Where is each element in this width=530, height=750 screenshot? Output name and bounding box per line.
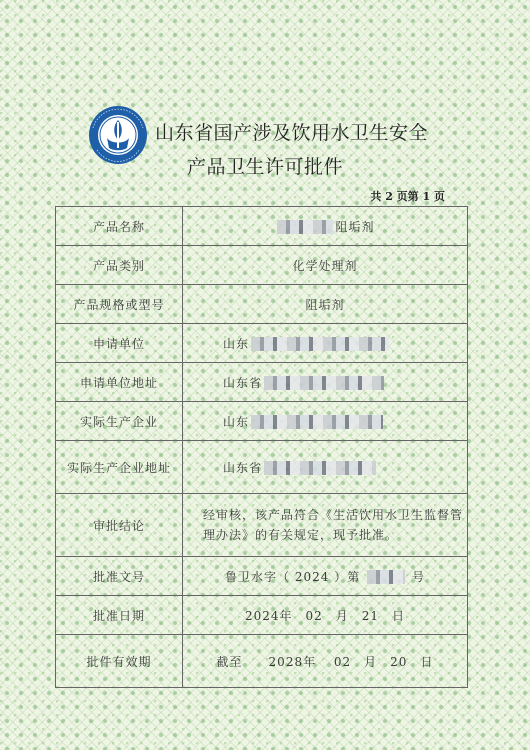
approval-date-label: 批准日期 (56, 596, 183, 635)
approval-number-cell (183, 557, 468, 596)
table-row (56, 246, 468, 285)
table-row (56, 596, 468, 635)
conclusion-value: 经审核，该产品符合《生活饮用水卫生监督管理办法》的有关规定，现予批准。 (183, 494, 468, 557)
table-row (56, 557, 468, 596)
approval-number-mid: ）第 (334, 569, 361, 584)
manufacturer-address-label: 实际生产企业地址 (56, 441, 183, 494)
approval-number-label: 批准文号 (56, 557, 183, 596)
permit-table (55, 206, 468, 688)
manufacturer-address-cell (183, 441, 468, 494)
manufacturer-value: 山东 (223, 414, 250, 429)
applicant-address-label: 申请单位地址 (56, 363, 183, 402)
table-row (56, 635, 468, 688)
table-row (56, 207, 468, 246)
table-row (56, 494, 468, 557)
product-category-label: 产品类别 (56, 246, 183, 285)
product-category-value: 化学处理剂 (183, 246, 468, 285)
applicant-cell (183, 324, 468, 363)
table-row (56, 402, 468, 441)
redacted-text (367, 570, 405, 584)
validity-label: 批件有效期 (56, 635, 183, 688)
manufacturer-label: 实际生产企业 (56, 402, 183, 441)
redacted-text (264, 461, 376, 475)
table-row (56, 285, 468, 324)
redacted-text (251, 337, 389, 351)
redacted-text (251, 415, 383, 429)
manufacturer-address-value: 山东省 (223, 460, 263, 475)
table-row (56, 324, 468, 363)
page-count: 共 2 页第 1 页 (370, 190, 445, 203)
applicant-value: 山东 (223, 336, 250, 351)
validity-value: 截至 2028年 02 月 20 日 (183, 635, 468, 688)
spec-label: 产品规格或型号 (56, 285, 183, 324)
document-title: 山东省国产涉及饮用水卫生安全 (155, 122, 429, 144)
approval-number-suffix: 号 (411, 569, 425, 584)
conclusion-label: 审批结论 (56, 494, 183, 557)
table-row (56, 363, 468, 402)
approval-date-value: 2024年 02 月 21 日 (183, 596, 468, 635)
applicant-address-cell (183, 363, 468, 402)
manufacturer-cell (183, 402, 468, 441)
approval-number-prefix: 鲁卫水字（ (225, 569, 291, 584)
document-subtitle: 产品卫生许可批件 (186, 156, 343, 178)
redacted-text (264, 376, 384, 390)
spec-value: 阻垢剂 (183, 285, 468, 324)
redacted-text (277, 220, 333, 234)
applicant-label: 申请单位 (56, 324, 183, 363)
table-row (56, 441, 468, 494)
product-name-cell (183, 207, 468, 246)
applicant-address-value: 山东省 (223, 375, 263, 390)
product-name-label: 产品名称 (56, 207, 183, 246)
product-name-value: 阻垢剂 (335, 219, 375, 234)
approval-number-year: 2024 (294, 569, 330, 584)
